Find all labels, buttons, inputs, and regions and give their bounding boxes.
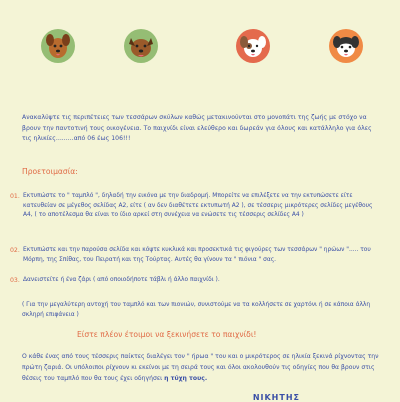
dog-tourtas-icon xyxy=(328,28,364,64)
ready-title: Είστε πλέον έτοιμοι να ξεκινήσετε το παιχνίδι! xyxy=(77,330,257,339)
step-text: Εκτυπώστε και την παρούσα σελίδα και κόψτε κυκλικά και προσεκτικά τις φιγούρες των τεσσάρων " ηρώων "..... του Μόρπη, της Σπίθας, του Πειρατή και της Τούρτας. Αυτές θα γίνουν τα " πιόνια " σας. xyxy=(23,247,371,263)
step-number: 01. xyxy=(10,193,20,200)
dog-mopris-badge xyxy=(40,28,76,64)
rules-text-bold: η τύχη τους. xyxy=(164,375,208,382)
step-number: 02. xyxy=(10,247,20,254)
rules-paragraph xyxy=(22,351,382,384)
prep-title: Προετοιμασία: xyxy=(22,167,78,176)
rules-text: Ο κάθε ένας από τους τέσσερις παίκτες διαλέγει τον " ήρωα " του και ο μικρότερος σε ηλικία ξεκινά ρίχνοντας την πρώτη ζαριά. Οι υπόλοιποι ρίχνουν κι εκείνοι με τη σειρά τους και όλοι ακολουθούν τις οδηγίες που θα βρουν στις θέσεις του ταμπλό που θα τους έχει οδηγήσει xyxy=(22,353,379,382)
prep-note: ( Για την μεγαλύτερη αντοχή του ταμπλό και των πιονιών, συνιστούμε να τα κολλήσετε σε χαρτόνι ή σε κάποια άλλη σκληρή επιφάνεια ) xyxy=(22,302,371,318)
step-number: 03. xyxy=(10,277,20,284)
dog-tourtas-badge xyxy=(328,28,364,64)
dog-peiratis-icon xyxy=(235,28,271,64)
dog-figures-row xyxy=(0,0,400,80)
step-text: Δανειστείτε ή ένα ζάρι ( από οποιοδήποτε τάβλι ή άλλο παιχνίδι ). xyxy=(23,277,220,283)
dog-spithas-icon xyxy=(123,28,159,64)
dog-mopris-icon xyxy=(40,28,76,64)
intro-paragraph: Ανακαλύψτε τις περιπέτειες των τεσσάρων σκύλων καθώς μετακινούνται στο μονοπάτι της ζωής με στόχο να βρουν την παντοτινή τους οικογένεια. Το παιχνίδι είναι ελεύθερο και δωρεάν για όλους και κατάλληλο για όλες τις ηλικίες.........από 06 έως 106!!! xyxy=(22,114,372,142)
dog-peiratis-badge xyxy=(235,28,271,64)
dog-spithas-badge xyxy=(123,28,159,64)
winner-heading: ΝΙΚΗΤΗΣ xyxy=(252,393,300,402)
step-text: Εκτυπώστε το " ταμπλό ", δηλαδή την εικόνα με την διαδρομή. Μπορείτε να επιλέξετε να την εκτυπώσετε είτε κατευθείαν σε μέγεθος σελίδας Α2, είτε ( αν δεν διαθέτετε εκτυπωτή Α2 ), σε τέσσερις μικρότερες σελίδες μεγέθους Α4, ( το αποτέλεσμα θα είναι το ίδιο αρκεί στη συνέχεια να ενώσετε τις τέσσερις σελίδες Α4 ) xyxy=(23,193,373,219)
